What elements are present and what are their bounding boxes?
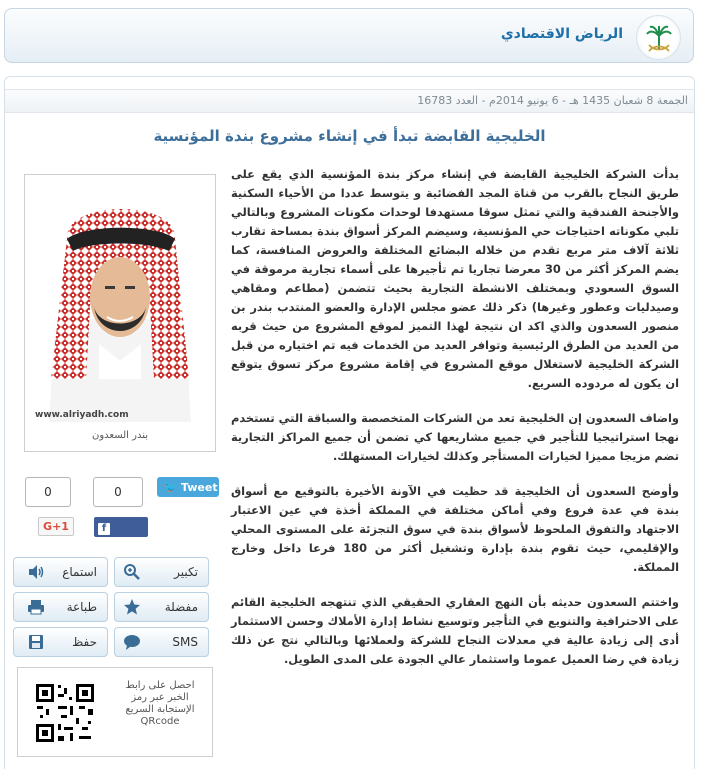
enlarge-label: تكبير (174, 565, 198, 579)
article-body (231, 165, 679, 685)
article-paragraph-3: وأوضح السعدون أن الخليجية قد حظيت في الآونة الأخيرة بالتوقيع مع أسواق بندة في عدة فروع وفي أماكن مختلفة في المملكة أخذة في عين الاعتبار الاجتهاد والتفوق الملحوظ لأسواق بندة في سوق التجزئة على المستوى المحلي والإقليمي، حيث تقوم بندة بإدارة وتشغيل أكثر من 180 فرعا داخل وخارج المملكة. (231, 484, 679, 574)
facebook-f-icon: f (98, 523, 110, 535)
site-title[interactable]: الرياض الاقتصادي (500, 26, 623, 42)
listen-button[interactable] (13, 557, 108, 587)
qr-code-icon[interactable] (34, 682, 96, 744)
enlarge-button[interactable] (114, 557, 209, 587)
sms-button[interactable] (114, 627, 209, 657)
share-label: Share (98, 540, 135, 553)
twitter-bird-icon: 🐦 (163, 480, 178, 494)
palm-swords-logo-icon[interactable] (636, 15, 681, 60)
printer-icon (27, 598, 45, 616)
article-photo-frame (24, 174, 216, 452)
listen-label: استماع (62, 565, 97, 579)
article-headline: الخليجية القابضة تبدأ في إنشاء مشروع بندة المؤنسية (153, 127, 546, 145)
issue-date: الجمعة 8 شعبان 1435 هـ - 6 يونيو 2014م - العدد 16783 (417, 94, 688, 107)
gplus-button[interactable] (38, 517, 74, 536)
qr-line-1: احصل على رابط (125, 680, 195, 691)
favorite-label: مفضلة (164, 600, 198, 614)
qr-line-3: الإستجابة السريع (125, 704, 195, 715)
gplus-g-icon: G (43, 520, 53, 533)
floppy-disk-icon (27, 633, 45, 651)
article-paragraph-1: بدأت الشركة الخليجية القابضة في إنشاء مركز بندة المؤنسية الذي يقع على طريق النجاح بالقرب من قناة المجد الفضائية و يتوسط عددا من الأحياء السكنية والأجنحة الفندقية والتي تمثل سوقا مستهدفا لوحدات مكونات المشروع وبالتالي تلبي مكوناته احتياجات حي المؤنسية، وسيضم المركز أسواق بندة بمساحة تقارب ثلاثة آلاف متر مربع تقدم من خلاله البضائع المختلفة والعروض المنافسة، كما يضم المركز أكثر من 30 معرضا تجاريا تم تأجيرها على أسماء تجارية مرموقة في السوق السعودي وبمختلف الانشطة التجارية بحيث تتضمن (مطاعم ومقاهي وصيدليات وعطور وغيرها) ذكر ذلك عضو مجلس الإدارة والعضو المنتدب بندر بن منصور السعدون والذي اكد ان نتيجة لهذا التميز لموقع المشروع من حيث قربه من العديد من الطرق الرئيسية وتوافر العديد من الخدمات فيه تم اختياره من قبل الشركة الخليجية لاستغلال موقع المشروع في إقامة مشروع مركز تسوق يتوقع ان يكون له مردوده السريع. (231, 167, 679, 390)
photo-watermark: www.alriyadh.com (35, 410, 129, 420)
qr-instructions (114, 680, 206, 728)
site-header (4, 8, 694, 63)
speaker-icon (27, 563, 45, 581)
sms-label: SMS (172, 635, 198, 649)
gplus-count: 0 (25, 477, 71, 507)
gplus-label: +1 (52, 520, 69, 533)
photo-caption: بندر السعدون (91, 430, 149, 441)
favorite-button[interactable] (114, 592, 209, 622)
speech-bubble-icon (123, 633, 141, 651)
article-paragraph-2: واضاف السعدون إن الخليجية تعد من الشركات المتخصصة والسباقة التي تستخدم نهجا استراتيجيا للتأجير في جميع مشاريعها كي تضمن أن جميع المراكز التجارية تضم مزيجا مميزا لخيارات المستأجر وكذلك لخيارات المستهلك. (231, 411, 679, 463)
facebook-share-count: 0 (93, 477, 143, 507)
save-button[interactable] (13, 627, 108, 657)
date-bar (5, 89, 694, 113)
save-label: حفظ (72, 635, 97, 649)
article-panel (4, 76, 695, 769)
print-button[interactable] (13, 592, 108, 622)
article-paragraph-4: واختتم السعدون حديثه بأن النهج العقاري الحقيقي الذي تنتهجه الخليجية القائم على الاحترافية والتنويع في التأجير وتوسيع نشاط إدارة الأملاك وحسن الاستثمار أدى إلى زيادة عالية في معدلات النجاح للشركة ولعملائها وبالتالي نتج عن ذلك زيادة في رضا العميل عموما واستثمار عالي الجودة على المدى الطويل. (231, 595, 679, 666)
tweet-button[interactable] (157, 477, 219, 497)
magnifier-icon (123, 563, 141, 581)
tweet-label: Tweet (180, 481, 218, 494)
print-label: طباعة (66, 600, 97, 614)
star-icon (123, 598, 141, 616)
qr-line-2: الخبر عبر رمز (131, 692, 189, 703)
facebook-share-button[interactable] (94, 517, 148, 553)
portrait-photo (29, 179, 211, 422)
qr-code-box (17, 667, 213, 757)
qr-line-4: QRcode (140, 716, 180, 727)
